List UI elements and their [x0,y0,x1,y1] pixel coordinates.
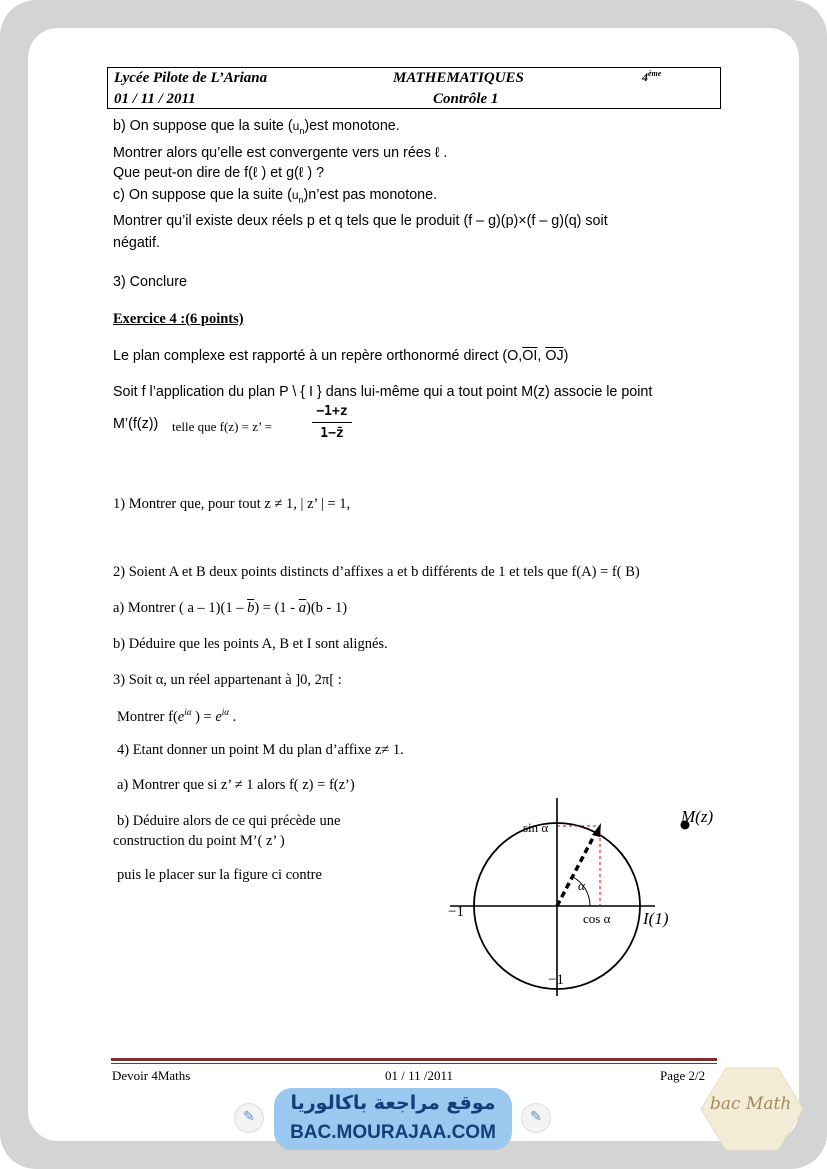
stamp-text: bac Math [710,1094,792,1114]
cos-alpha-label: cos α [583,911,611,926]
question-3-montrer [117,707,236,726]
question-2: 2) Soient A et B deux points distincts d’affixes a et b différents de 1 et tels que f(A) = f( B) [113,564,640,580]
footer-rule-thick [111,1058,717,1061]
exercise-4-plan [113,348,568,364]
alpha-label: α [578,878,585,893]
question-2a [113,600,347,617]
part-b-line-1: b) On suppose que la suite $(u_n)est$ monotone. [113,118,400,136]
image-point-label: M’(f(z)) [113,416,159,432]
part-c-line-1: c) On suppose que la suite $(u_n)n’est$ pas monotone. [113,187,438,205]
exam-name: Contrôle 1 [433,91,499,107]
footer-right: Page 2/2 [660,1068,706,1083]
question-4a: a) Montrer que si z’ ≠ 1 alors f( z) = f(z’) [117,777,355,793]
question-1: 1) Montrer que, pour tout z ≠ 1, | z’ | = 1, [113,496,351,512]
grade-number: 4 [642,70,648,84]
footer-rule-thin [111,1063,717,1064]
minus-one-bottom-label: −1 [548,972,564,988]
part-b-line-3: Que peut-on dire de f(ℓ ) et g(ℓ ) ? [113,165,325,181]
fraction-numerator: −1+z [316,404,348,419]
part-c-line-3: négatif. [113,235,160,251]
radius-vector [557,832,596,906]
book-logo-icon-right: ✎ [521,1103,551,1133]
grade-label [642,69,661,85]
exp-power-2: iα [221,707,230,717]
fraction-bar [312,422,352,423]
sequence-index-c: n [298,194,304,205]
q3-text-a: Montrer f( [117,708,178,725]
radius-arrowhead [592,823,601,837]
exp-power-1: iα [184,707,192,717]
banner-site-url[interactable]: BAC.MOURAJAA.COM [290,1122,496,1143]
site-banner[interactable] [274,1088,512,1150]
part-b-text-b: est monotone. [309,118,400,134]
question-2b: b) Déduire que les points A, B et I sont alignés. [113,636,388,652]
exercise-4-title: Exercice 4 :(6 points) [113,311,244,327]
part-b-line-2: Montrer alors qu’elle est convergente vers un rées ℓ . [113,145,448,161]
plan-separator: , [537,348,546,364]
conclude-question: 3) Conclure [113,274,187,290]
conjugate-a: $\overline{a}$ [298,600,306,616]
fraction-denominator: 1−z̄ [320,426,344,441]
banner-arabic-title: موقع مراجعة باكالوريا [290,1092,496,1114]
application-definition: Soit f l’application du plan P \ { I } dans lui-même qui a tout point M(z) associe le point [113,384,653,400]
sequence-u-c: u [291,188,299,202]
q2a-part-1: a) Montrer ( a – 1)(1 – [113,600,248,616]
minus-one-left-label: −1 [448,904,464,920]
part-c-text-b: n’est pas monotone. [308,187,438,203]
question-4b-line-3: puis le placer sur la figure ci contre [117,867,322,883]
school-name: Lycée Pilote de L’Ariana [114,70,268,86]
sequence-index: n [299,125,305,136]
sequence-u: u [292,119,300,133]
part-b-text-a: b) On suppose que la suite [113,118,288,134]
sin-alpha-label: sin α [523,820,549,835]
vector-oi: $\overline{OI}$ [522,348,538,364]
grade-superscript: ème [648,69,662,78]
point-i-label: I(1) [643,909,669,928]
part-c-text-a: c) On suppose que la suite [113,187,288,203]
part-c-line-2: Montrer qu’il existe deux réels p et q tels que le produit (f – g)(p)×(f – g)(q) soit [113,213,608,229]
question-4b-line-1: b) Déduire alors de ce qui précède une [117,813,341,829]
q3-text-b: ) = [191,708,216,725]
q2a-part-2: ) = (1 - [254,600,299,616]
plan-close: ) [563,348,569,364]
footer-center: 01 / 11 /2011 [385,1068,454,1083]
exam-date: 01 / 11 / 2011 [114,91,196,107]
exp-base-1: e [177,708,185,725]
question-3: 3) Soit α, un réel appartenant à ]0, 2π[ : [113,672,342,688]
question-4: 4) Etant donner un point M du plan d’affixe z≠ 1. [117,742,404,758]
book-logo-icon-left: ✎ [234,1103,264,1133]
conjugate-b: $\overline{b}$ [247,600,255,616]
point-m-label: M(z) [681,807,714,826]
subject-title: MATHEMATIQUES [393,70,524,86]
q2a-part-3: )(b - 1) [306,600,348,616]
q3-text-c: . [229,708,237,725]
function-fraction [312,404,352,441]
footer-left: Devoir 4Maths [112,1068,191,1083]
question-4b-line-2: construction du point M’( z’ ) [113,833,285,849]
plan-text: Le plan complexe est rapporté à un repère orthonormé direct (O, [113,348,523,364]
function-definition: telle que f(z) = z’ = [172,419,272,434]
vector-oj: $\overline{OJ}$ [545,348,564,364]
exp-base-2: e [215,708,222,725]
